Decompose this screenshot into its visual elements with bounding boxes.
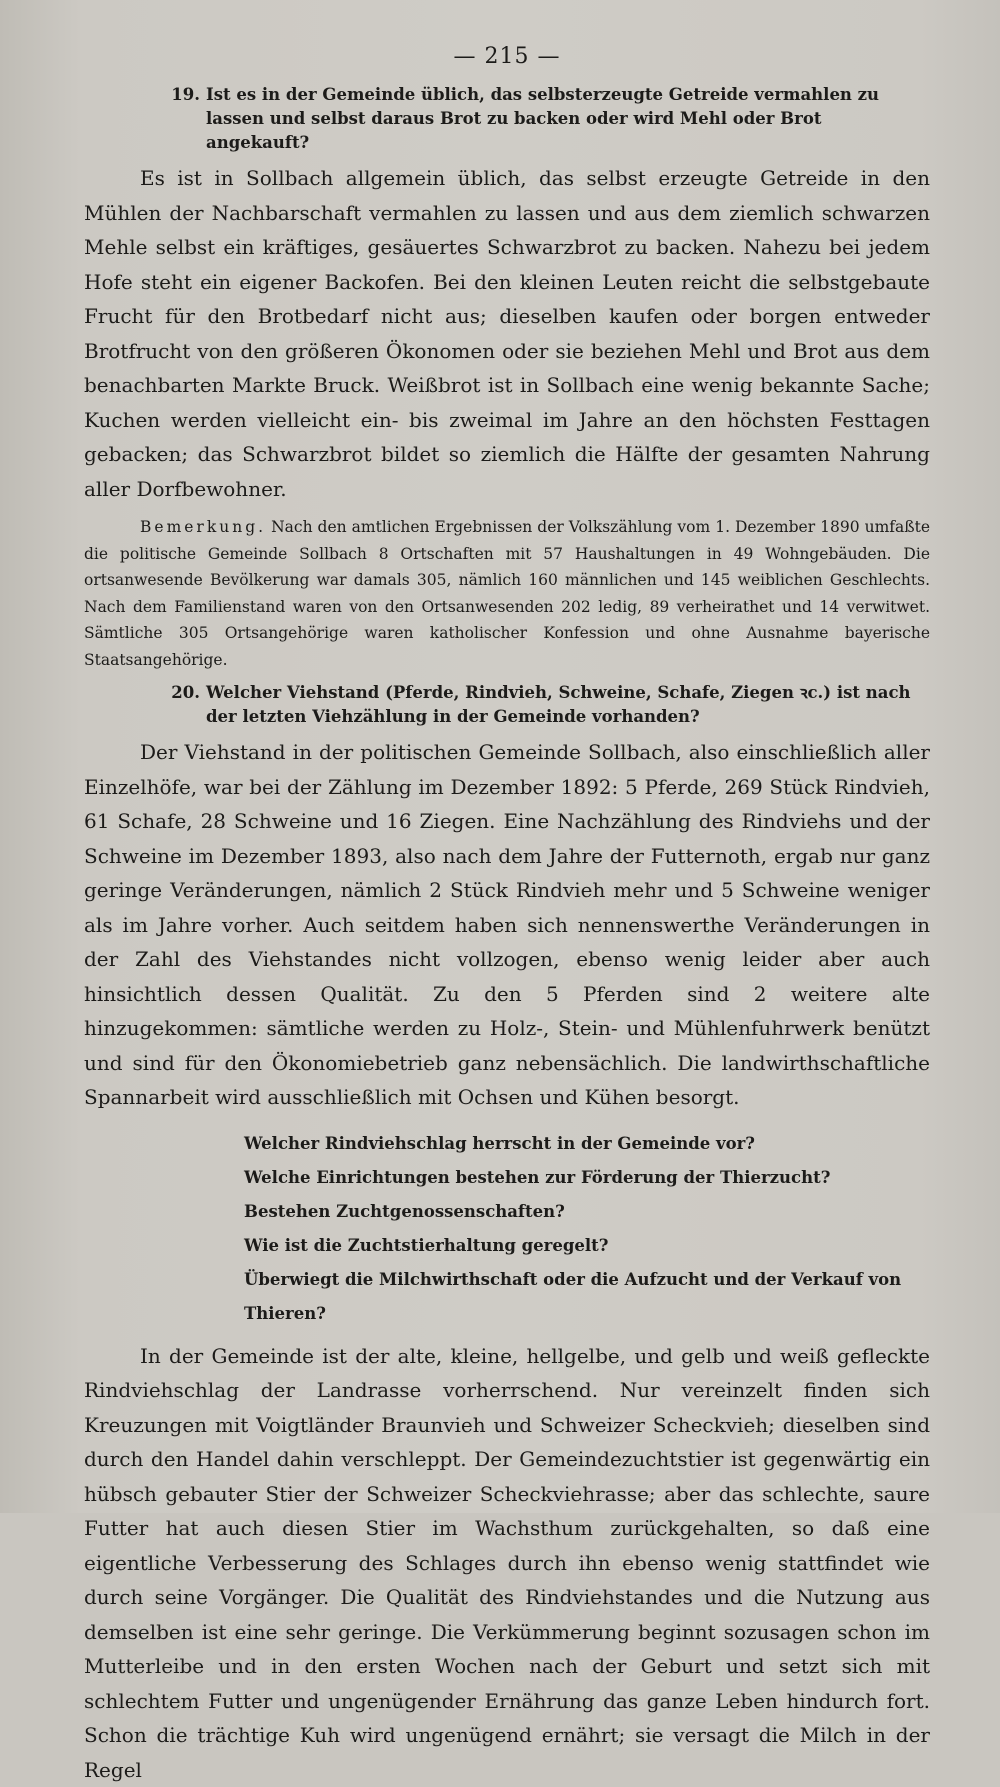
- remark-paragraph: [84, 514, 930, 673]
- question-19-number: 19.: [114, 83, 206, 107]
- sub-question-cattle-breed: Welcher Rindviehschlag herrscht in der Gemeinde vor?: [244, 1127, 930, 1161]
- question-19: [114, 83, 930, 155]
- remark-text: Nach den amtlichen Ergebnissen der Volkszählung vom 1. Dezember 1890 umfaßte die politische Gemeinde Sollbach 8 Ortschaften mit 57 Haushaltungen in 49 Wohngebäuden. Die ortsanwesende Bevölkerung war damals 305, nämlich 160 männlichen und 145 weiblichen Geschlechts. Nach dem Familienstand waren von den Ortsanwesenden 202 ledig, 89 verheirathet und 14 verwitwet. Sämtliche 305 Ortsangehörige waren katholischer Konfession und ohne Ausnahme bayerische Staatsangehörige.: [84, 518, 930, 669]
- sub-question-dairy-vs-rearing: Überwiegt die Milchwirthschaft oder die Aufzucht und der Verkauf von Thieren?: [244, 1263, 930, 1331]
- page-number: — 215 —: [84, 44, 930, 69]
- sub-question-breeding-cooperatives: Bestehen Zuchtgenossenschaften?: [244, 1195, 930, 1229]
- cattle-answer-paragraph: In der Gemeinde ist der alte, kleine, hellgelbe, und gelb und weiß gefleckte Rindviehschlag der Landrasse vorherrschend. Nur vereinzelt finden sich Kreuzungen mit Voigtländer Braunvieh und Schweizer Scheckvieh; dieselben sind durch den Handel dahin verschleppt. Der Gemeindezuchtstier ist gegenwärtig ein hübsch gebauter Stier der Schweizer Scheckviehrasse; aber das schlechte, saure Futter hat auch diesen Stier im Wachsthum zurückgehalten, so daß eine eigentliche Verbesserung des Schlages durch ihn ebenso wenig stattfindet wie durch seine Vorgänger. Die Qualität des Rindviehstandes und die Nutzung aus demselben ist eine sehr geringe. Die Verkümmerung beginnt sozusagen schon im Mutterleibe und in den ersten Wochen nach der Geburt und setzt sich mit schlechtem Futter und ungenügender Ernährung das ganze Leben hindurch fort. Schon die trächtige Kuh wird ungenügend ernährt; sie versagt die Milch in der Regel: [84, 1339, 930, 1787]
- remark-label: Bemerkung.: [140, 518, 266, 536]
- answer-19-paragraph: Es ist in Sollbach allgemein üblich, das selbst erzeugte Getreide in den Mühlen der Nachbarschaft vermahlen zu lassen und aus dem ziemlich schwarzen Mehle selbst ein kräftiges, gesäuertes Schwarzbrot zu backen. Nahezu bei jedem Hofe steht ein eigener Backofen. Bei den kleinen Leuten reicht die selbstgebaute Frucht für den Brotbedarf nicht aus; dieselben kaufen oder borgen entweder Brotfrucht von den größeren Ökonomen oder sie beziehen Mehl und Brot aus dem benachbarten Markte Bruck. Weißbrot ist in Sollbach eine wenig bekannte Sache; Kuchen werden vielleicht ein- bis zweimal im Jahre an den höchsten Festtagen gebacken; das Schwarzbrot bildet so ziemlich die Hälfte der gesamten Nahrung aller Dorfbewohner.: [84, 161, 930, 506]
- answer-20-paragraph: Der Viehstand in der politischen Gemeinde Sollbach, also einschließlich aller Einzelhöfe, war bei der Zählung im Dezember 1892: 5 Pferde, 269 Stück Rindvieh, 61 Schafe, 28 Schweine und 16 Ziegen. Eine Nachzählung des Rindviehs und der Schweine im Dezember 1893, also nach dem Jahre der Futternoth, ergab nur ganz geringe Veränderungen, nämlich 2 Stück Rindvieh mehr und 5 Schweine weniger als im Jahre vorher. Auch seitdem haben sich nennenswerthe Veränderungen in der Zahl des Viehstandes nicht vollzogen, ebenso wenig leider aber auch hinsichtlich dessen Qualität. Zu den 5 Pferden sind 2 weitere alte hinzugekommen: sämtliche werden zu Holz-, Stein- und Mühlenfuhrwerk benützt und sind für den Ökonomiebetrieb ganz nebensächlich. Die landwirthschaftliche Spannarbeit wird ausschließlich mit Ochsen und Kühen besorgt.: [84, 735, 930, 1115]
- question-20-number: 20.: [114, 681, 206, 705]
- question-20-text: Welcher Viehstand (Pferde, Rindvieh, Schweine, Schafe, Ziegen ꝛc.) ist nach der letzten Viehzählung in der Gemeinde vorhanden?: [206, 683, 911, 726]
- question-20: [114, 681, 930, 729]
- question-19-text: Ist es in der Gemeinde üblich, das selbsterzeugte Getreide vermahlen zu lassen und selbst daraus Brot zu backen oder wird Mehl oder Brot angekauft?: [206, 85, 879, 152]
- sub-question-bull-keeping: Wie ist die Zuchtstierhaltung geregelt?: [244, 1229, 930, 1263]
- sub-questions-list: [244, 1127, 930, 1331]
- sub-question-breeding-facilities: Welche Einrichtungen bestehen zur Förderung der Thierzucht?: [244, 1161, 930, 1195]
